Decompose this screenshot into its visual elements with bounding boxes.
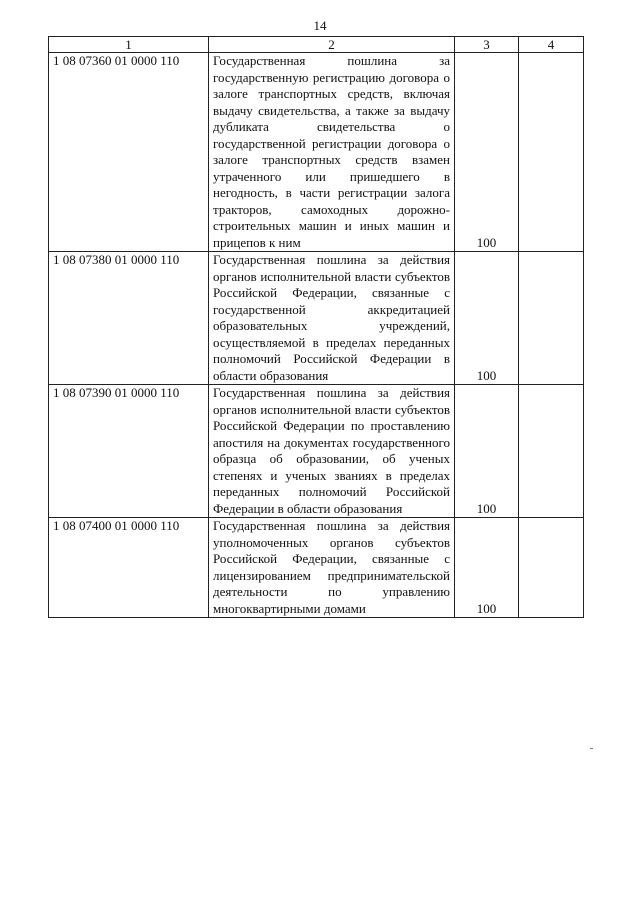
column-header-3: 3 xyxy=(455,37,519,53)
budget-code-cell: 1 08 07380 01 0000 110 xyxy=(49,252,209,385)
empty-cell xyxy=(519,53,584,252)
table-row xyxy=(49,518,584,618)
rate-cell: 100 xyxy=(455,53,519,252)
column-number-row xyxy=(49,37,584,53)
fee-description-cell: Государственная пошлина за действия органов исполнительной власти субъектов Российской Федерации, связанные с государственной аккредитацией образовательных учреждений, осуществляемой в пределах переданных полномочий Российской Федерации в области образования xyxy=(209,252,455,385)
table-row xyxy=(49,385,584,518)
fee-description-cell: Государственная пошлина за государственную регистрацию договора о залоге транспортных средств, включая выдачу свидетельства, а также за выдачу дубликата свидетельства о государственной регистрации договора о залоге транспортных средств взамен утраченного или пришедшего в негодность, в части регистрации залога тракторов, самоходных дорожно-строительных машин и иных машин и прицепов к ним xyxy=(209,53,455,252)
budget-code-cell: 1 08 07400 01 0000 110 xyxy=(49,518,209,618)
rate-cell: 100 xyxy=(455,385,519,518)
table-row xyxy=(49,53,584,252)
fee-table xyxy=(48,36,584,618)
page-number: 14 xyxy=(313,18,327,33)
column-header-4: 4 xyxy=(519,37,584,53)
fee-description-cell: Государственная пошлина за действия уполномоченных органов субъектов Российской Федерации, связанные с лицензированием предпринимательской деятельности по управлению многоквартирными домами xyxy=(209,518,455,618)
column-header-1: 1 xyxy=(49,37,209,53)
scan-artifact xyxy=(590,748,593,749)
budget-code-cell: 1 08 07390 01 0000 110 xyxy=(49,385,209,518)
rate-cell: 100 xyxy=(455,518,519,618)
empty-cell xyxy=(519,252,584,385)
table-row xyxy=(49,252,584,385)
empty-cell xyxy=(519,385,584,518)
rate-cell: 100 xyxy=(455,252,519,385)
fee-description-cell: Государственная пошлина за действия органов исполнительной власти субъектов Российской Федерации по проставлению апостиля на документах государственного образца об образовании, об ученых степенях и ученых званиях в пределах переданных полномочий Российской Федерации в области образования xyxy=(209,385,455,518)
empty-cell xyxy=(519,518,584,618)
budget-code-cell: 1 08 07360 01 0000 110 xyxy=(49,53,209,252)
column-header-2: 2 xyxy=(209,37,455,53)
